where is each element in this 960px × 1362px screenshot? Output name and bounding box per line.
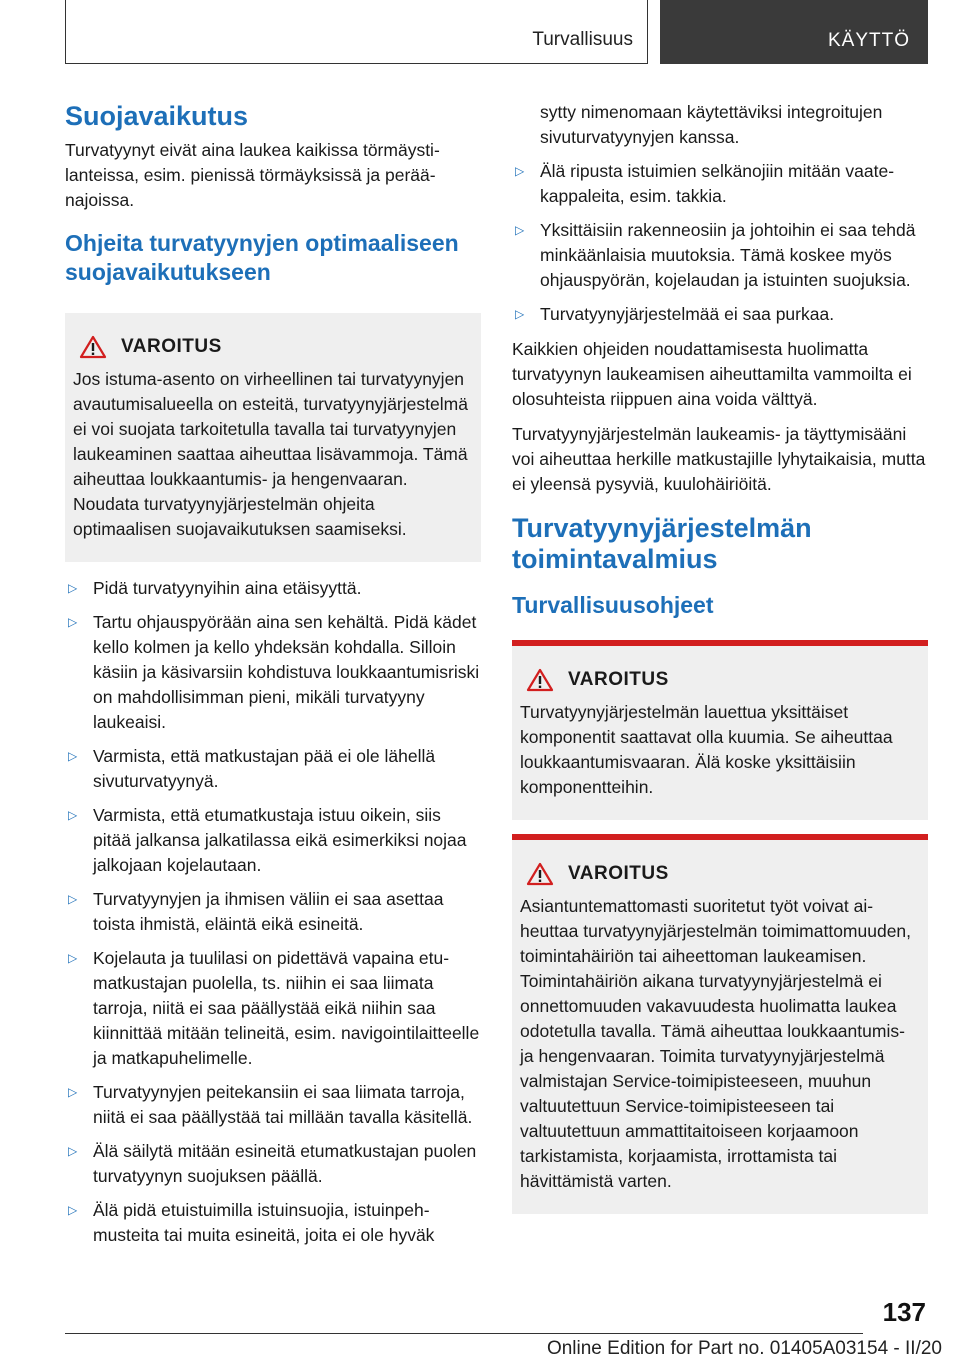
warning-box-2 — [512, 834, 928, 1214]
intro-paragraph: Turvatyynyt eivät aina laukea kaikissa törmäystilanteissa, esim. pienissä törmäyksissä ja peräänajoissa. — [65, 140, 440, 210]
list-item: ▷ Kojelauta ja tuulilasi on pidettävä vapaina etumatkustajan puolella, ts. niihin ei saa liimata tarroja, niitä ei saa päällystää eikä niihin saa kiinnittää mitään telineitä, esim. navigointilaitteelle ja matkapuhelimelle. — [68, 948, 480, 1068]
footer-edition: Online Edition for Part no. 01405A03154 - II/20 — [546, 1338, 942, 1359]
heading-ohjeita: Ohjeita turvatyynyjen optimaaliseen suojavaikutukseen — [65, 230, 459, 285]
bullet-list-right — [512, 100, 928, 327]
list-item: ▷ Älä säilytä mitään esineitä etumatkustajan puolen turvatyynyn suojuksen päällä. — [68, 1141, 477, 1186]
triangle-right-icon: ▷ — [68, 808, 78, 822]
list-item: ▷ Pidä turvatyynyihin aina etäisyyttä. — [65, 576, 481, 601]
warning-triangle-icon — [526, 668, 554, 692]
warning-header — [73, 335, 473, 359]
triangle-right-icon: ▷ — [68, 749, 78, 763]
paragraph-ohjeiden: Kaikkien ohjeiden noudattamisesta huolimatta turvatyynyn laukeamisen aiheuttamilta vammoilta ei olosuhteista riippuen aina voida välttyä. — [512, 339, 912, 409]
paragraph-laukeamisaani: Turvatyynyjärjestelmän laukeamis- ja täyttymisääni voi aiheuttaa herkille matkustajille lyhytaikaisia, mutta ei yleensä pysyviä, kuulohäiriöitä. — [512, 424, 926, 494]
header-section-title: Turvallisuus — [532, 29, 633, 50]
warning-header — [520, 668, 920, 692]
warning-text: Jos istuma-asento on virheellinen tai turvatyynyjen avautumisalueella on esteitä, turvatyynyjärjestelmä ei voi suojata tarkoitetulla tavalla tai turvatyynyjen laukeaminen saattaa aiheuttaa lisävammoja. Tämä aiheuttaa loukkaantumis- ja hengenvaaran. Noudata turvatyynyjärjestelmän ohjeita optimaalisen suojavaikutuksen saamiseksi. — [73, 369, 468, 539]
triangle-right-icon: ▷ — [68, 892, 78, 906]
list-item: ▷ Turvatyynyjärjestelmää ei saa purkaa. — [512, 302, 928, 327]
heading-toimintavalmius: Turvatyynyjärjestelmän toimintavalmius — [512, 513, 812, 574]
triangle-right-icon: ▷ — [515, 164, 525, 178]
bullet-list-left — [65, 576, 481, 1248]
right-column — [512, 100, 928, 1228]
heading-suojavaikutus: Suojavaikutus — [65, 101, 249, 131]
warning-text: Asiantuntemattomasti suoritetut työt voivat aiheuttaa turvatyynyjärjestelmän toimimattomuuden, toimintahäiriön tai aiheettoman laukeamisen. Toimintahäiriön aikana turvatyynyjärjestelmä ei onnettomuuden vakavuudesta huolimatta laukea odotetulla tavalla. Tämä aiheuttaa loukkaantumis- ja hengenvaaran. Toimita turvatyynyjärjestelmä valmistajan Service-toimipisteeseen, muuhun valtuutettuun Service-toimipisteeseen tai valtuutettuun ammattitaitoiseen korjaamoon tarkistamista, korjaamista, irrottamista tai hävittämistä varten. — [520, 896, 912, 1191]
triangle-right-icon: ▷ — [68, 1203, 78, 1217]
list-item: ▷ Varmista, että etumatkustaja istuu oikein, siis pitää jalkansa jalkatilassa eikä esimerkiksi nojaa jalkojaan kojelautaan. — [68, 805, 467, 875]
heading-turvallisuusohjeet: Turvallisuusohjeet — [512, 592, 714, 618]
list-item: ▷ Tartu ohjauspyörään aina sen kehältä. Pidä kädet kello kolmen ja kello yhdeksän kohdalla. Silloin käsiin ja käsivarsiin kohdistuva loukkaantumisriski on mahdollisimman pieni, mikäli turvatyyny laukeaisi. — [68, 612, 480, 732]
warning-text: Turvatyynyjärjestelmän lauettua yksittäiset komponentit saattavat olla kuumia. Se aiheuttaa loukkaantumisvaaran. Älä koske yksittäisiin komponentteihin. — [520, 702, 893, 797]
triangle-right-icon: ▷ — [68, 581, 78, 595]
list-item-continuation: sytty nimenomaan käytettäviksi integroitujen sivuturvatyynyjen kanssa. — [540, 102, 883, 147]
warning-box — [65, 307, 481, 562]
warning-title: VAROITUS — [568, 863, 669, 884]
list-item: ▷ Yksittäisiin rakenneosiin ja johtoihin ei saa tehdä minkäänlaisia muutoksia. Tämä koskee myös ohjauspyörän, kojelaudan ja istuinten suojuksia. — [515, 220, 916, 290]
header-chapter-tab — [660, 0, 928, 64]
header-chapter-title: KÄYTTÖ — [827, 30, 910, 51]
warning-header — [520, 862, 920, 886]
list-item: ▷ Älä ripusta istuimien selkänojiin mitään vaatekappaleita, esim. takkia. — [515, 161, 895, 206]
triangle-right-icon: ▷ — [68, 615, 78, 629]
page-number: 137 — [882, 1297, 926, 1327]
triangle-right-icon: ▷ — [68, 1085, 78, 1099]
footer-divider — [65, 1333, 863, 1334]
warning-box-1 — [512, 640, 928, 820]
warning-triangle-icon — [79, 335, 107, 359]
list-item: ▷ Varmista, että matkustajan pää ei ole lähellä sivuturvatyynyä. — [68, 746, 436, 791]
list-item: ▷ Turvatyynyjen peitekansiin ei saa liimata tarroja, niitä ei saa päällystää tai millään tavalla käsitellä. — [68, 1082, 473, 1127]
list-item: ▷ Älä pidä etuistuimilla istuinsuojia, istuinpehmusteita tai muita esineitä, joita ei ole hyväk — [68, 1200, 435, 1245]
triangle-right-icon: ▷ — [68, 1144, 78, 1158]
warning-triangle-icon — [526, 862, 554, 886]
triangle-right-icon: ▷ — [515, 223, 525, 237]
left-column — [65, 100, 481, 1258]
triangle-right-icon: ▷ — [68, 951, 78, 965]
warning-title: VAROITUS — [568, 669, 669, 690]
warning-title: VAROITUS — [121, 336, 222, 357]
header-section-box — [65, 0, 648, 64]
triangle-right-icon: ▷ — [515, 307, 525, 321]
list-item: ▷ Turvatyynyjen ja ihmisen väliin ei saa asettaa toista ihmistä, eläintä eikä esineitä. — [68, 889, 444, 934]
